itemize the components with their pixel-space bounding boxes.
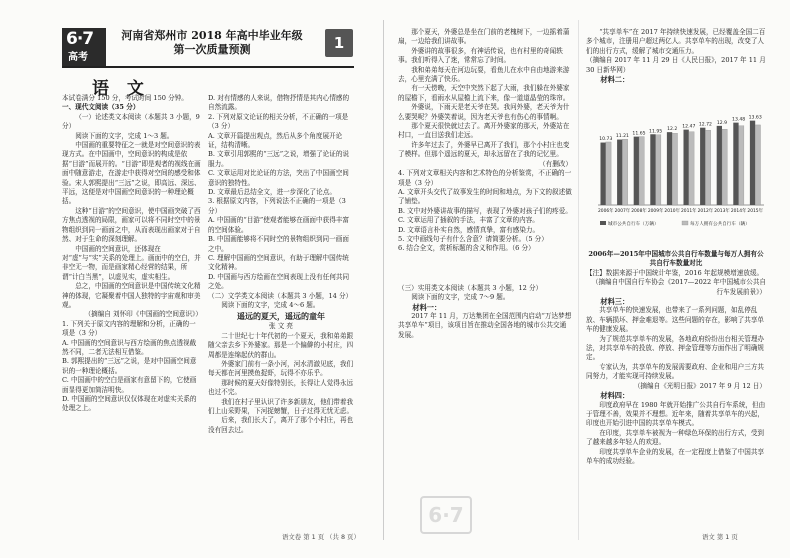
paragraph: 许多年过去了，外婆早已离开了我们，那个小村庄也变了模样。但那个遥远的夏天，却永远留在了我的记忆里。 (398, 140, 570, 159)
instruction: 阅读下面的文字，完成 4～6 题。 (221, 300, 320, 309)
page-badge: 1 (325, 29, 353, 57)
paragraph: 那个夏天，外婆总是坐在门前的老槐树下，一边摇着蒲扇，一边给我们讲故事。 (398, 28, 570, 46)
bar-series-2 (755, 125, 760, 205)
option: A. 文章开头交代了故事发生的时间和地点，为下文的叙述做了铺垫。 (398, 187, 572, 206)
option: C. 中国画中的空白是画家有意留下的，它使画面显得更加简洁明快。 (62, 376, 197, 394)
data-label: 12.9 (716, 120, 728, 126)
question: 6. 结合全文，赏析标题的含义和作用。（6 分） (398, 244, 535, 253)
material-heading: 材料四： (600, 391, 630, 401)
option: A. 文章开篇提出观点，然后从多个角度展开论证，结构清晰。 (208, 131, 343, 150)
logo-subtitle: 高考 (68, 52, 88, 63)
story-author: 张 文 亮 (269, 322, 293, 331)
paragraph: 我们在村子里认识了许多新朋友，他们带着我们上山采野果，下河捉螃蟹，日子过得无忧无虑。 (208, 397, 354, 415)
bar-series-2 (722, 129, 727, 205)
paragraph: 外婆说，下雨天是老天爷在哭。我问外婆，老天爷为什么要哭呢？外婆笑着说，因为老天爷也有伤心的事情啊。 (398, 103, 570, 121)
paragraph: 2017 年 11 月，万达集团在全国范围内启动“万达梦想共享单车”项目，该项目旨在推动全国各地的城市公共交通发展。 (398, 311, 572, 339)
data-label: 12.72 (698, 122, 712, 128)
exam-title (112, 29, 312, 57)
option: B. 中国画能够将不同时空的景物组织到同一画面之中。 (208, 235, 349, 253)
x-tick-label: 2010年 (664, 209, 680, 214)
bar-series-1 (733, 123, 738, 205)
legend-label: 城市公共自行车（万辆） (608, 222, 659, 227)
paragraph: 那个夏天很快就过去了。离开外婆家的那天，外婆站在村口，一直目送我们走远。 (398, 122, 570, 140)
header-rule (62, 66, 354, 68)
watermark-logo: 6·7 (420, 496, 472, 534)
x-tick-label: 2015年 (747, 209, 763, 214)
bar-series-1 (667, 132, 672, 205)
x-tick-label: 2006年 (598, 209, 614, 214)
material-heading: 材料一： (412, 302, 442, 312)
option: A. 中国画的“目游”使观者能够在画面中获得丰富的空间体验。 (208, 216, 349, 234)
logo-number: 6·7 (66, 29, 94, 49)
option: C. 理解中国画的空间意识，有助于理解中国传统文化精神。 (208, 253, 349, 272)
paragraph: 后来，我们长大了，离开了那个小村庄，再也没有回去过。 (208, 416, 354, 434)
bar-series-1 (717, 126, 722, 205)
data-label: 10.73 (599, 136, 613, 142)
x-tick-label: 2007年 (614, 209, 631, 214)
question: 2. 下列对原文论证的相关分析，不正确的一项是（3 分） (208, 112, 349, 131)
paragraph: 这种“目游”的空间意识，使中国画突破了西方焦点透视的局限，画家可以将不同时空中的景物组织到同一画面之中，从而表现出画家对于自然、对于生命的深刻理解。 (62, 206, 201, 244)
paragraph: 在印度，共享单车被视为一种绿色环保的出行方式，受到了越来越多年轻人的欢迎。 (586, 428, 765, 447)
data-label: 11.95 (649, 129, 663, 135)
instruction: 阅读下面的文字，完成 7～9 题。 (411, 293, 510, 302)
exam-title-line2: 第一次质量预测 (173, 43, 251, 56)
subsection-heading: （二）文学类文本阅读（本题共 3 小题，14 分） (208, 291, 353, 300)
x-tick-label: 2008年 (631, 209, 647, 214)
bar-series-2 (656, 135, 661, 205)
bar-series-2 (689, 132, 694, 205)
paragraph: 中国画的空间意识，还体现在对“虚”与“实”关系的处理上。画面中的空白，并非空无一物，而是画家精心经营的结果，所谓“计白当黑”，以虚见实，虚实相生。 (62, 244, 201, 281)
option: D. 文章语言朴实自然，感情真挚，富有感染力。 (398, 225, 540, 234)
source-note: （摘编自中国自行车协会《2017—2022 年中国城市公共自行车发展前景》） (591, 278, 766, 296)
x-tick-label: 2013年 (714, 209, 730, 214)
column-1 (62, 94, 202, 528)
footer-page-number: 语文卷 第 1 页 （共 8 页） (282, 533, 360, 541)
bar-series-1 (750, 121, 755, 205)
chart-svg (590, 103, 768, 235)
x-tick-label: 2014年 (730, 209, 747, 214)
option: D. 对有情感的人来说，借物抒情是其内心情感的自然流露。 (208, 94, 350, 112)
bar-series-1 (634, 137, 639, 205)
source-note: （摘编自 刘怀印《中国画的空间意识》） (84, 310, 202, 319)
chart-caption: 2006年—2015年中国城市公共自行车数量与每万人拥有公共自行车数量对比 (588, 250, 764, 268)
bar-series-1 (600, 143, 605, 205)
option: D. 中国画的空间意识仅仅体现在对虚实关系的处理之上。 (62, 395, 197, 413)
legend-label: 每万人拥有公共自行车（辆） (690, 222, 750, 227)
note: 【注】数据来源于中国统计年鉴，2016 年起规模增速放缓。 (586, 268, 764, 277)
source-note: （有删改） (539, 159, 572, 168)
question: 5. 文中画线句子有什么含意？请简要分析。（5 分） (398, 234, 548, 243)
story-title: 遥远的夏天，遥远的童年 (237, 311, 325, 322)
option: B. 文章引用郭熙的“三远”之说，增强了论证的说服力。 (208, 150, 350, 168)
question: 4. 下列对文章相关内容和艺术特色的分析鉴赏，不正确的一项是（3 分） (398, 169, 572, 187)
paragraph: 共享单车的快速发展，也带来了一系列问题，如乱停乱放、车辆损坏、押金难退等。这些问题的存在，影响了共享单车的健康发展。 (586, 306, 765, 334)
option: D. 中国画与西方绘画在空间表现上没有任何共同之处。 (208, 272, 350, 291)
paragraph: 总之，中国画的空间意识是中国传统文化精神的体现，它凝聚着中国人独特的宇宙观和审美观。 (62, 282, 201, 309)
paragraph: 专家认为，共享单车的发展需要政府、企业和用户三方共同努力，才能实现可持续发展。 (586, 362, 765, 381)
bar-series-2 (705, 130, 710, 205)
data-label: 13.48 (732, 117, 746, 123)
subsection-heading: （一）论述类文本阅读（本题共 3 小题，9 分） (62, 112, 200, 131)
paragraph: 外婆家门前有一条小河，河水清澈见底，我们每天都在河里摸鱼捉虾，玩得不亦乐乎。 (208, 359, 354, 378)
paragraph: “共享单车”在 2017 年持续快速发展，已经覆盖全国二百多个城市，注册用户超过两亿人。共享单车的出现，改变了人们的出行方式，缓解了城市交通压力。 (586, 28, 766, 55)
column-2 (398, 28, 572, 528)
x-tick-label: 2012年 (697, 209, 714, 214)
bar-series-1 (700, 128, 705, 205)
instruction: 阅读下面的文字，完成 1～3 题。 (75, 131, 174, 140)
option: A. 中国画的空间意识与西方绘画的焦点透视截然不同，二者无法相互借鉴。 (62, 338, 197, 356)
option: C. 文章运用对比论证的方法，突出了中国画空间意识的独特性。 (208, 169, 349, 187)
bar-chart (590, 103, 768, 235)
option: B. 郭熙提出的“三远”之说，是对中国画空间意识的一种理论概括。 (62, 357, 197, 375)
option: C. 文章运用了插叙的手法，丰富了文章的内容。 (398, 216, 539, 225)
bar-series-2 (606, 142, 611, 205)
data-label: 13.63 (748, 115, 762, 121)
subject-title: 语 文 (92, 79, 150, 99)
bar-series-1 (650, 134, 655, 205)
column-3 (586, 28, 766, 100)
x-tick-label: 2009年 (647, 209, 664, 214)
data-label: 11.21 (615, 134, 629, 140)
question: 1. 下列关于原文内容的理解和分析，正确的一项是（3 分） (62, 319, 196, 338)
page-footer (62, 532, 762, 544)
legend-swatch-2 (682, 221, 688, 225)
paragraph: 为了规范共享单车的发展，各地政府纷纷出台相关管理办法，对共享单车的投放、停放、押金管理等方面作出了明确规定。 (586, 334, 765, 362)
exam-title-line1: 河南省郑州市 2018 年高中毕业年级 (121, 29, 303, 42)
paragraph: 二十世纪七十年代初的一个夏天，我和弟弟跟随父亲去乡下外婆家。那是一个偏僻的小村庄，四周都是连绵起伏的群山。 (208, 331, 354, 359)
option: B. 文中对外婆讲故事的描写，表现了外婆对孩子们的疼爱。 (398, 206, 572, 215)
column-3-lower (586, 250, 766, 532)
bar-series-2 (739, 126, 744, 205)
paragraph: 那时候的夏天好像特别长，长得让人觉得永远也过不完。 (208, 378, 354, 397)
paragraph: 印度共享单车企业的发展，在一定程度上借鉴了中国共享单车的成功经验。 (586, 447, 765, 465)
intro-text: 本试卷满分 150 分，考试时间 150 分钟。 (62, 94, 188, 102)
bar-series-1 (617, 140, 622, 205)
legend-swatch-1 (600, 221, 606, 225)
data-label: 12.47 (682, 124, 696, 130)
source-note: （摘编自 2017 年 11 月 29 日《人民日报》，2017 年 11 月 30 日新华网） (586, 56, 766, 74)
option: D. 文章最后总结全文，进一步深化了论点。 (208, 188, 336, 197)
paragraph: 外婆讲的故事很多，有神话传说，也有村里的奇闻轶事。我们听得入了迷，常常忘了时间。 (398, 46, 563, 65)
column-divider-right (578, 20, 579, 540)
data-label: 12.2 (667, 127, 678, 133)
paragraph: 印度政府早在 1980 年就开始推广公共自行车系统，但由于管理不善，效果并不理想。近年来，随着共享单车的兴起，印度也开始引进中国的共享单车模式。 (586, 400, 766, 428)
bar-series-1 (683, 130, 688, 205)
bar-series-2 (672, 133, 677, 205)
paragraph: 中国画的重要特征之一就是对空间意识的表现方式。在中国画中，空间意识的构成是依据“目游”而展开的。“目游”即是观者的视线在画面中随意游走，在游走中获得对空间的感受和体验。宋人郭熙提出“三远”之说，即高远、深远、平远，这便是对中国画空间意识的一种理论概括。 (62, 141, 201, 206)
column-divider (383, 20, 384, 540)
bar-series-2 (639, 137, 644, 205)
paragraph: 有一天傍晚，天空中突然下起了大雨，我们躲在外婆家的屋檐下，看雨水从屋檐上流下来，像一道道晶莹的珠帘。 (398, 84, 570, 102)
question: 3. 根据原文内容，下列说法不正确的一项是（3 分） (208, 197, 346, 215)
logo (62, 28, 106, 66)
section-heading: 一、现代文阅读（35 分） (62, 103, 140, 112)
subsection-heading: （三）实用类文本阅读（本题共 3 小题，12 分） (398, 283, 543, 292)
footer-right: 语文 第 1 页 (702, 533, 738, 541)
source-note: （摘编自《光明日报》2017 年 9 月 12 日） (633, 381, 766, 390)
x-tick-label: 2011年 (681, 209, 697, 214)
data-label: 11.65 (632, 131, 646, 137)
material-heading: 材料三： (600, 297, 630, 307)
bar-series-2 (622, 139, 627, 205)
column-1b (208, 94, 354, 528)
material-heading: 材料二： (600, 75, 630, 85)
paragraph: 我和弟弟每天在河边玩耍，看鱼儿在水中自由地游来游去，心里充满了快乐。 (398, 65, 570, 84)
